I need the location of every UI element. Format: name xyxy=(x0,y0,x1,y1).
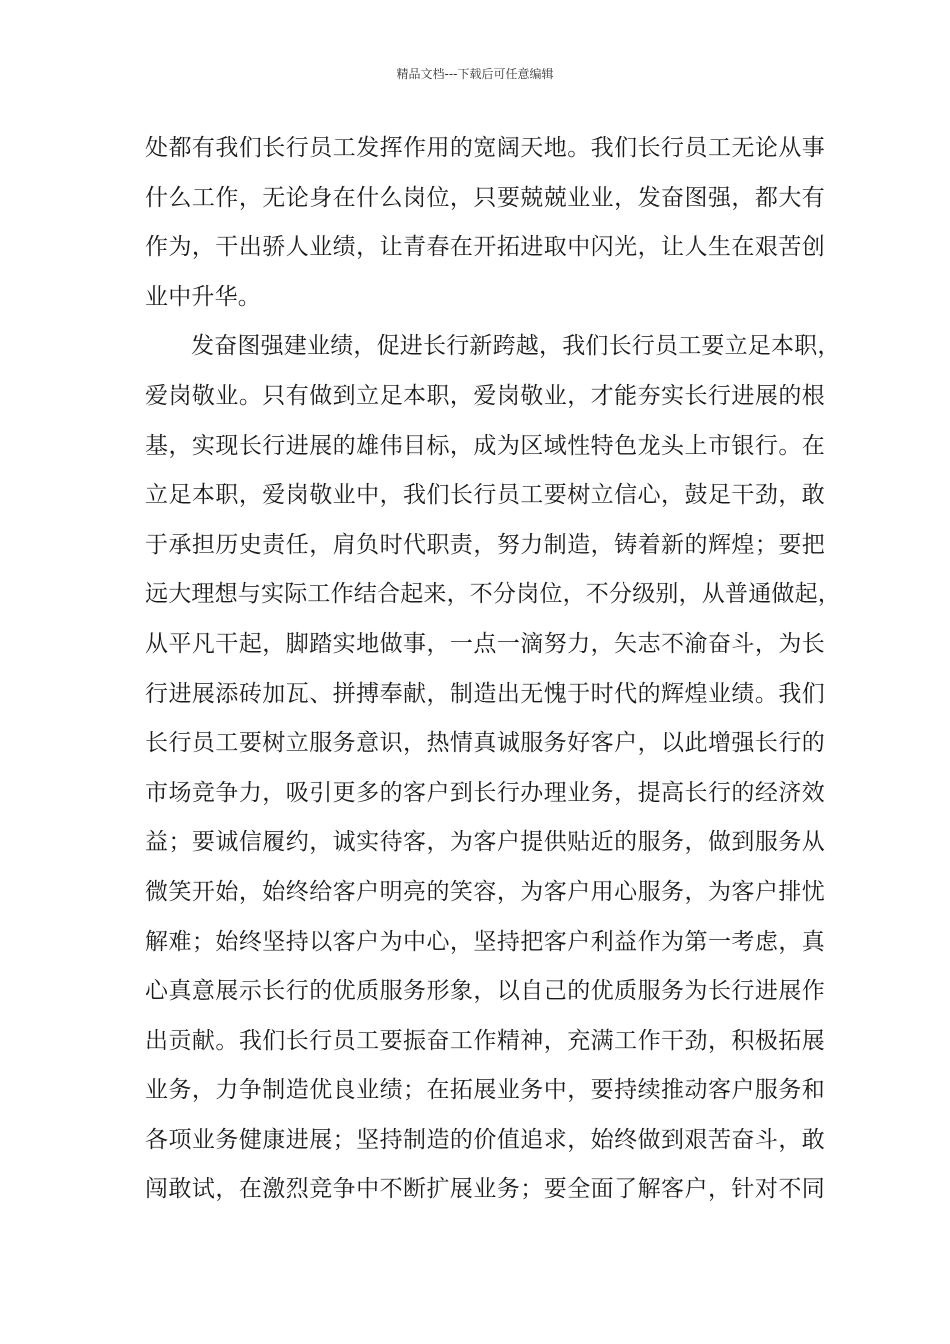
text-line: 市场竞争力，吸引更多的客户到长行办理业务，提高长行的经济效 xyxy=(145,779,825,806)
text-line: 出贡献。我们长行员工要振奋工作精神，充满工作干劲，积极拓展 xyxy=(145,1027,825,1054)
text-line: 闯敢试，在激烈竞争中不断扩展业务；要全面了解客户，针对不同 xyxy=(145,1176,825,1203)
text-line: 业务，力争制造优良业绩；在拓展业务中，要持续推动客户服务和 xyxy=(145,1077,825,1104)
text-line: 发奋图强建业绩，促进长行新跨越，我们长行员工要立足本职， xyxy=(191,333,841,360)
text-line: 什么工作，无论身在什么岗位，只要兢兢业业，发奋图强，都大有 xyxy=(145,184,825,211)
text-line: 爱岗敬业。只有做到立足本职，爱岗敬业，才能夯实长行进展的根 xyxy=(145,382,825,409)
text-line: 作为，干出骄人业绩，让青春在开拓进取中闪光，让人生在艰苦创 xyxy=(145,234,825,261)
text-line: 于承担历史责任，肩负时代职责，努力制造，铸着新的辉煌；要把 xyxy=(145,531,825,558)
text-line: 益；要诚信履约，诚实待客，为客户提供贴近的服务，做到服务从 xyxy=(145,829,825,856)
paragraph-2 xyxy=(145,322,841,1215)
text-line: 业中升华。 xyxy=(145,283,261,310)
text-line: 处都有我们长行员工发挥作用的宽阔天地。我们长行员工无论从事 xyxy=(145,135,825,161)
paragraph-1 xyxy=(145,124,825,322)
page-header: 精品文档---下载后可任意编辑 xyxy=(396,67,554,81)
text-line: 基，实现长行进展的雄伟目标，成为区域性特色龙头上市银行。在 xyxy=(145,432,825,459)
text-line: 远大理想与实际工作结合起来，不分岗位，不分级别，从普通做起， xyxy=(145,581,841,608)
text-line: 立足本职，爱岗敬业中，我们长行员工要树立信心，鼓足干劲，敢 xyxy=(145,482,825,509)
text-line: 微笑开始，始终给客户明亮的笑容，为客户用心服务，为客户排忧 xyxy=(145,878,825,905)
text-line: 长行员工要树立服务意识，热情真诚服务好客户，以此增强长行的 xyxy=(145,730,825,757)
text-line: 心真意展示长行的优质服务形象，以自己的优质服务为长行进展作 xyxy=(145,978,825,1005)
text-line: 各项业务健康进展；坚持制造的价值追求，始终做到艰苦奋斗，敢 xyxy=(145,1126,825,1153)
text-line: 从平凡干起，脚踏实地做事，一点一滴努力，矢志不渝奋斗，为长 xyxy=(145,630,825,657)
document-body xyxy=(145,124,841,1215)
text-line: 行进展添砖加瓦、拼搏奉献，制造出无愧于时代的辉煌业绩。我们 xyxy=(145,680,825,707)
text-line: 解难；始终坚持以客户为中心，坚持把客户利益作为第一考虑，真 xyxy=(145,928,825,955)
